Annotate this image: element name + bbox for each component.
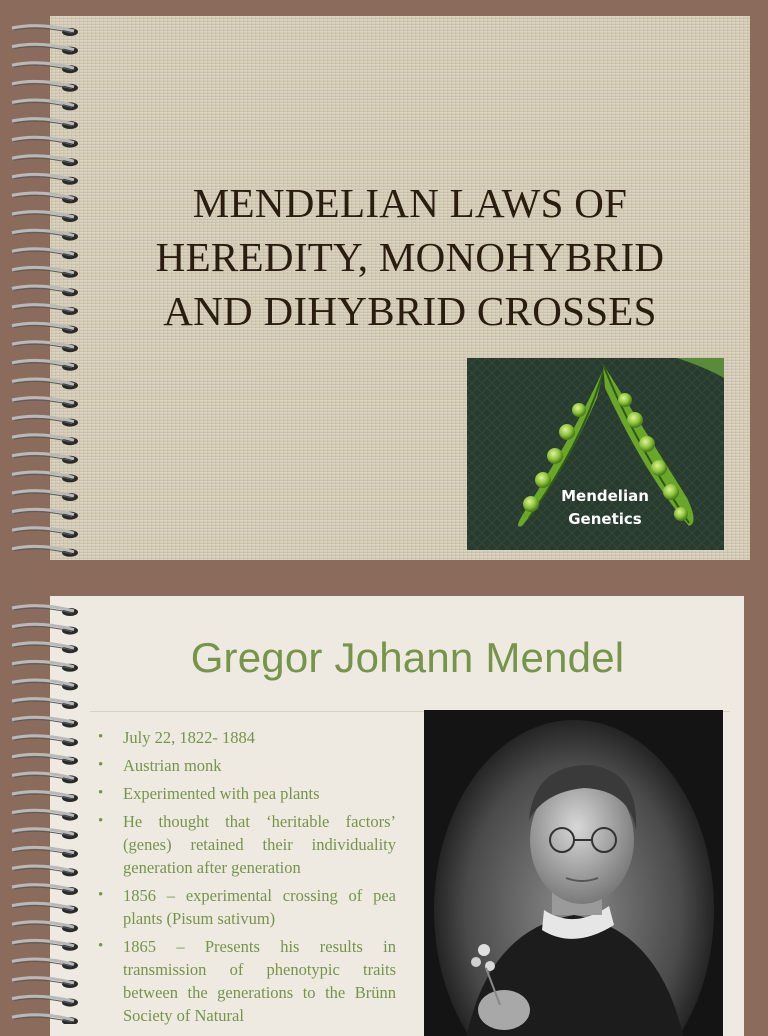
- caption-line-2: Genetics: [568, 510, 642, 528]
- bullet-dot-icon: •: [98, 785, 104, 801]
- list-item: • 1865 – Presents his results in transmission of phenotypic traits between the generations to the Brünn Society of Natural: [98, 937, 396, 1025]
- title-line-2: HEREDITY, MONOHYBRID: [155, 234, 665, 280]
- caption-line-1: Mendelian: [561, 487, 649, 505]
- bullet-dot-icon: •: [98, 887, 104, 903]
- title-line-1: MENDELIAN LAWS OF: [192, 180, 628, 226]
- pea-pod-image: [467, 358, 724, 550]
- bullet-dot-icon: •: [98, 729, 104, 745]
- bullet-dot-icon: •: [98, 813, 104, 829]
- list-item: • Austrian monk: [98, 756, 222, 775]
- title-line-3: AND DIHYBRID CROSSES: [163, 288, 657, 334]
- bullet-dot-icon: •: [98, 757, 104, 773]
- mendel-portrait: [424, 710, 723, 1036]
- bullet-dot-icon: •: [98, 938, 104, 954]
- slide-title: Gregor Johann Mendel: [190, 634, 625, 681]
- title-slide: [50, 16, 750, 560]
- list-item: • July 22, 1822- 1884: [98, 728, 255, 747]
- list-item: • Experimented with pea plants: [98, 784, 320, 803]
- spiral-binding-icon: [0, 600, 90, 1024]
- image-caption: [545, 485, 665, 531]
- list-item: • He thought that ‘heritable factors’ (genes) retained their individuality generation after generation: [98, 812, 396, 877]
- slide-title: [90, 176, 730, 338]
- list-item: • 1856 – experimental crossing of pea plants (Pisum sativum): [98, 886, 396, 928]
- mendel-slide: [50, 596, 744, 1036]
- bullet-list: [98, 726, 396, 1032]
- spiral-binding-icon: [0, 20, 90, 560]
